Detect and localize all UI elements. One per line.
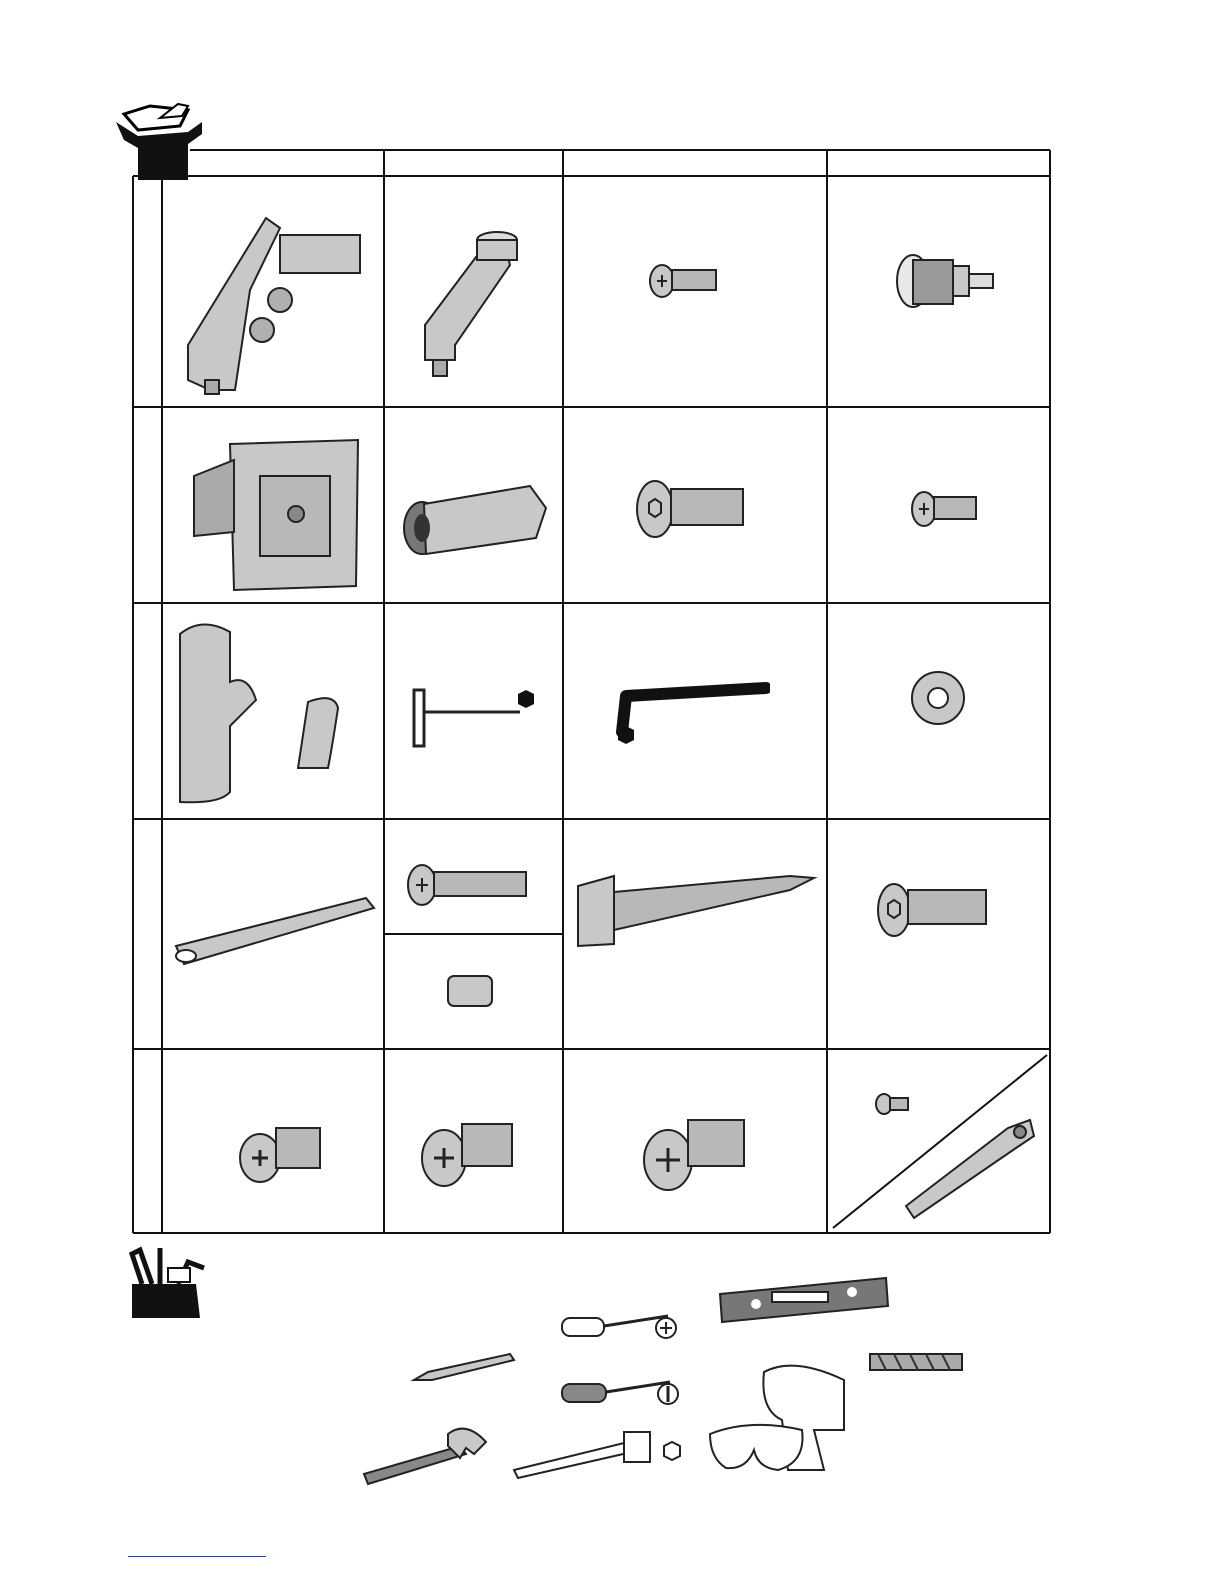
hammer-icon [360, 1418, 494, 1488]
flat-head-screw-icon [640, 1112, 750, 1194]
flat-screwdriver-icon [558, 1370, 684, 1412]
extension-arm-icon [415, 225, 530, 380]
set-screw-icon [442, 970, 498, 1012]
flat-head-screw-icon [418, 1114, 518, 1190]
hex-socket-bolt-icon [633, 475, 747, 541]
spirit-level-icon [716, 1274, 892, 1326]
arm-with-clamp-icon [180, 210, 370, 400]
drill-bit-icon [868, 1350, 968, 1376]
cable-tie-icon [170, 894, 380, 970]
washer-icon [908, 668, 968, 728]
safety-glasses-icon [704, 1414, 808, 1476]
socket-wrench-icon [510, 1426, 700, 1482]
knob-spacer-icon [893, 250, 997, 312]
phillips-bolt-icon [404, 860, 530, 910]
toolbox-icon [128, 1244, 220, 1322]
phillips-screwdriver-icon [558, 1306, 680, 1346]
t-handle-hex-key-icon [406, 684, 538, 750]
lag-bolt-icon [574, 866, 818, 952]
l-hex-key-icon [614, 682, 770, 746]
small-phillips-screw-icon [910, 488, 980, 530]
hex-socket-bolt-icon [874, 876, 990, 940]
footer-link-line [128, 1556, 266, 1557]
hinge-link-icon [900, 1110, 1040, 1222]
cover-pieces-icon [168, 618, 350, 804]
flat-head-screw-icon [236, 1120, 326, 1186]
small-phillips-screw-icon [648, 262, 720, 300]
wall-anchor-icon [400, 478, 550, 558]
pencil-icon [410, 1352, 516, 1384]
vesa-plate-icon [190, 436, 362, 594]
